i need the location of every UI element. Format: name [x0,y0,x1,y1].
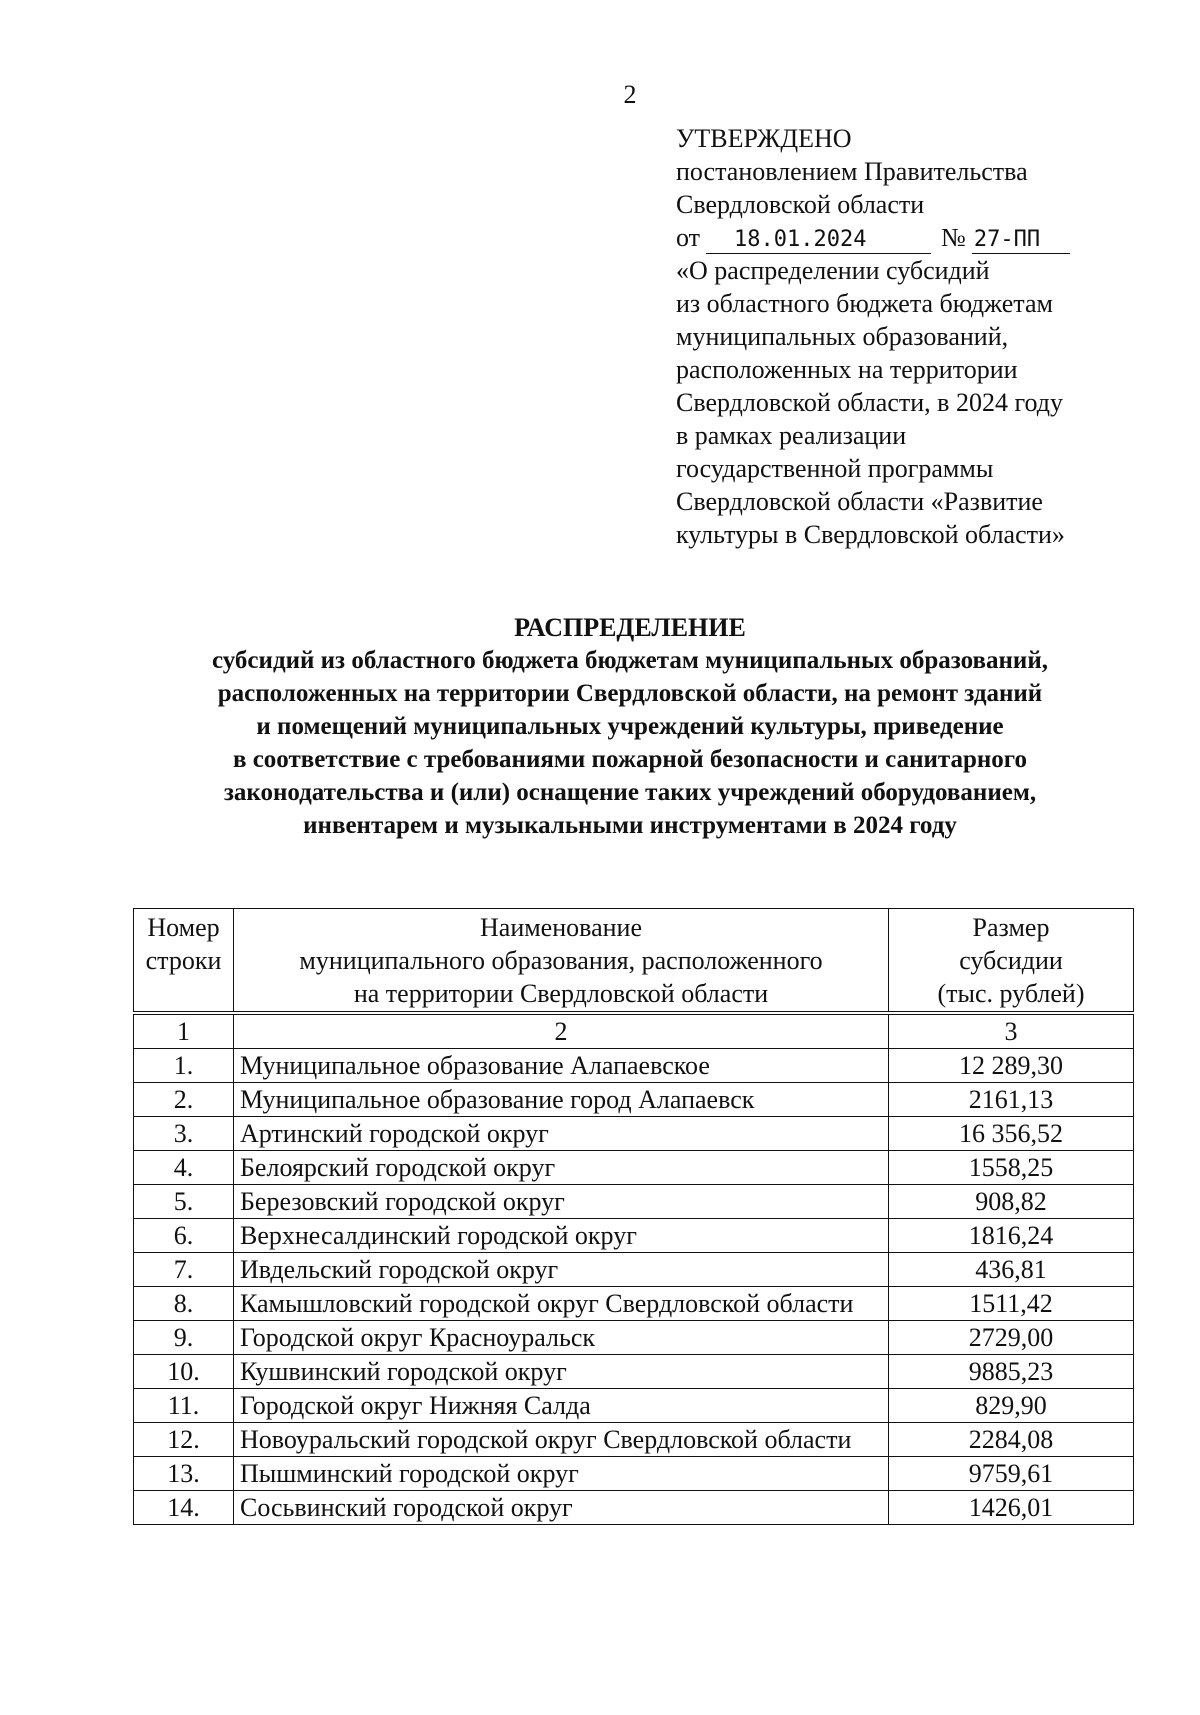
header-text: Размер [972,913,1050,942]
approval-title-line: государственной программы [676,454,994,483]
table-row [134,1253,1134,1287]
table-header-row [134,909,1134,1014]
table-row [134,1491,1134,1525]
header-text: субсидии [959,946,1063,975]
subsidy-amount: 1816,24 [889,1219,1134,1253]
row-number: 6. [134,1219,234,1253]
approval-title-line: из областного бюджета бюджетам [676,289,1053,318]
from-label: от [676,223,701,252]
document-subtitle-line: инвентарем и музыкальными инструментами в 2024 году [303,812,957,839]
row-number: 5. [134,1185,234,1219]
document-subtitle-line: субсидий из областного бюджета бюджетам муниципальных образований, [212,647,1048,674]
approval-heading: УТВЕРЖДЕНО [676,124,852,153]
municipality-name: Камышловский городской округ Свердловской области [234,1287,889,1321]
row-number: 4. [134,1151,234,1185]
row-number: 2. [134,1083,234,1117]
header-text: Номер [147,913,220,942]
row-number: 12. [134,1423,234,1457]
header-municipality-name [234,909,889,1014]
table-row [134,1457,1134,1491]
table-row [134,1389,1134,1423]
municipality-name: Кушвинский городской округ [234,1355,889,1389]
municipality-name: Пышминский городской округ [234,1457,889,1491]
municipality-name: Новоуральский городской округ Свердловской области [234,1423,889,1457]
row-number: 10. [134,1355,234,1389]
subsidy-amount: 1558,25 [889,1151,1134,1185]
table-row [134,1151,1134,1185]
table-row [134,1117,1134,1151]
row-number: 7. [134,1253,234,1287]
subsidy-amount: 9885,23 [889,1355,1134,1389]
approval-title-line: Свердловской области «Развитие [676,487,1043,516]
number-label: № [941,223,966,252]
municipality-name: Сосьвинский городской округ [234,1491,889,1525]
subsidy-amount: 2161,13 [889,1083,1134,1117]
row-number: 13. [134,1457,234,1491]
order-date: 18.01.2024 [706,227,931,254]
column-index: 2 [234,1013,889,1049]
document-subtitle-line: законодательства и (или) оснащение таких учреждений оборудованием, [223,779,1037,806]
municipality-name: Городской округ Красноуральск [234,1321,889,1355]
subsidy-amount: 9759,61 [889,1457,1134,1491]
table-row [134,1287,1134,1321]
municipality-name: Белоярский городской округ [234,1151,889,1185]
row-number: 1. [134,1049,234,1083]
column-index: 3 [889,1013,1134,1049]
header-text: Наименование [480,913,642,942]
page-number: 2 [623,80,637,109]
row-number: 11. [134,1389,234,1423]
subsidy-amount: 16 356,52 [889,1117,1134,1151]
header-text: на территории Свердловской области [353,979,769,1008]
header-text: строки [145,946,222,975]
approval-title-line: расположенных на территории [676,355,1018,384]
subsidy-amount: 2284,08 [889,1423,1134,1457]
table-row [134,1355,1134,1389]
table-row [134,1423,1134,1457]
municipality-name: Верхнесалдинский городской округ [234,1219,889,1253]
approval-title-line: Свердловской области, в 2024 году [676,388,1063,417]
document-heading: РАСПРЕДЕЛЕНИЕ [514,613,746,642]
document-subtitle-line: в соответствие с требованиями пожарной безопасности и санитарного [232,746,1028,773]
row-number: 8. [134,1287,234,1321]
table-row [134,1049,1134,1083]
row-number: 3. [134,1117,234,1151]
document-title [120,611,1140,842]
header-subsidy-amount [889,909,1134,1014]
table-row [134,1219,1134,1253]
document-subtitle-line: и помещений муниципальных учреждений культуры, приведение [256,713,1004,740]
subsidy-amount: 436,81 [889,1253,1134,1287]
header-text: (тыс. рублей) [937,979,1085,1008]
approval-title-line: в рамках реализации [676,421,907,450]
municipality-name: Муниципальное образование город Алапаевск [234,1083,889,1117]
subsidy-amount: 12 289,30 [889,1049,1134,1083]
table-row [134,1321,1134,1355]
approval-line-2: Свердловской области [676,190,925,219]
approval-stamp [676,122,1146,551]
column-index-row [134,1013,1134,1049]
approval-title-line: «О распределении субсидий [676,256,990,285]
approval-title-line: культуры в Свердловской области» [676,520,1065,549]
municipality-name: Березовский городской округ [234,1185,889,1219]
document-subtitle-line: расположенных на территории Свердловской области, на ремонт зданий [217,680,1043,707]
approval-title-line: муниципальных образований, [676,322,1009,351]
row-number: 9. [134,1321,234,1355]
subsidy-amount: 1511,42 [889,1287,1134,1321]
header-row-number [134,909,234,1014]
column-index: 1 [134,1013,234,1049]
municipality-name: Артинский городской округ [234,1117,889,1151]
subsidy-amount: 2729,00 [889,1321,1134,1355]
subsidy-amount: 829,90 [889,1389,1134,1423]
order-number: 27-ПП [972,227,1070,254]
municipality-name: Муниципальное образование Алапаевское [234,1049,889,1083]
subsidy-amount: 908,82 [889,1185,1134,1219]
municipality-name: Городской округ Нижняя Салда [234,1389,889,1423]
table-row [134,1185,1134,1219]
order-date-number [676,221,1146,254]
subsidies-table [133,908,1134,1525]
header-text: муниципального образования, расположенного [299,946,823,975]
row-number: 14. [134,1491,234,1525]
approval-line-1: постановлением Правительства [676,157,1028,186]
table-row [134,1083,1134,1117]
municipality-name: Ивдельский городской округ [234,1253,889,1287]
subsidy-amount: 1426,01 [889,1491,1134,1525]
